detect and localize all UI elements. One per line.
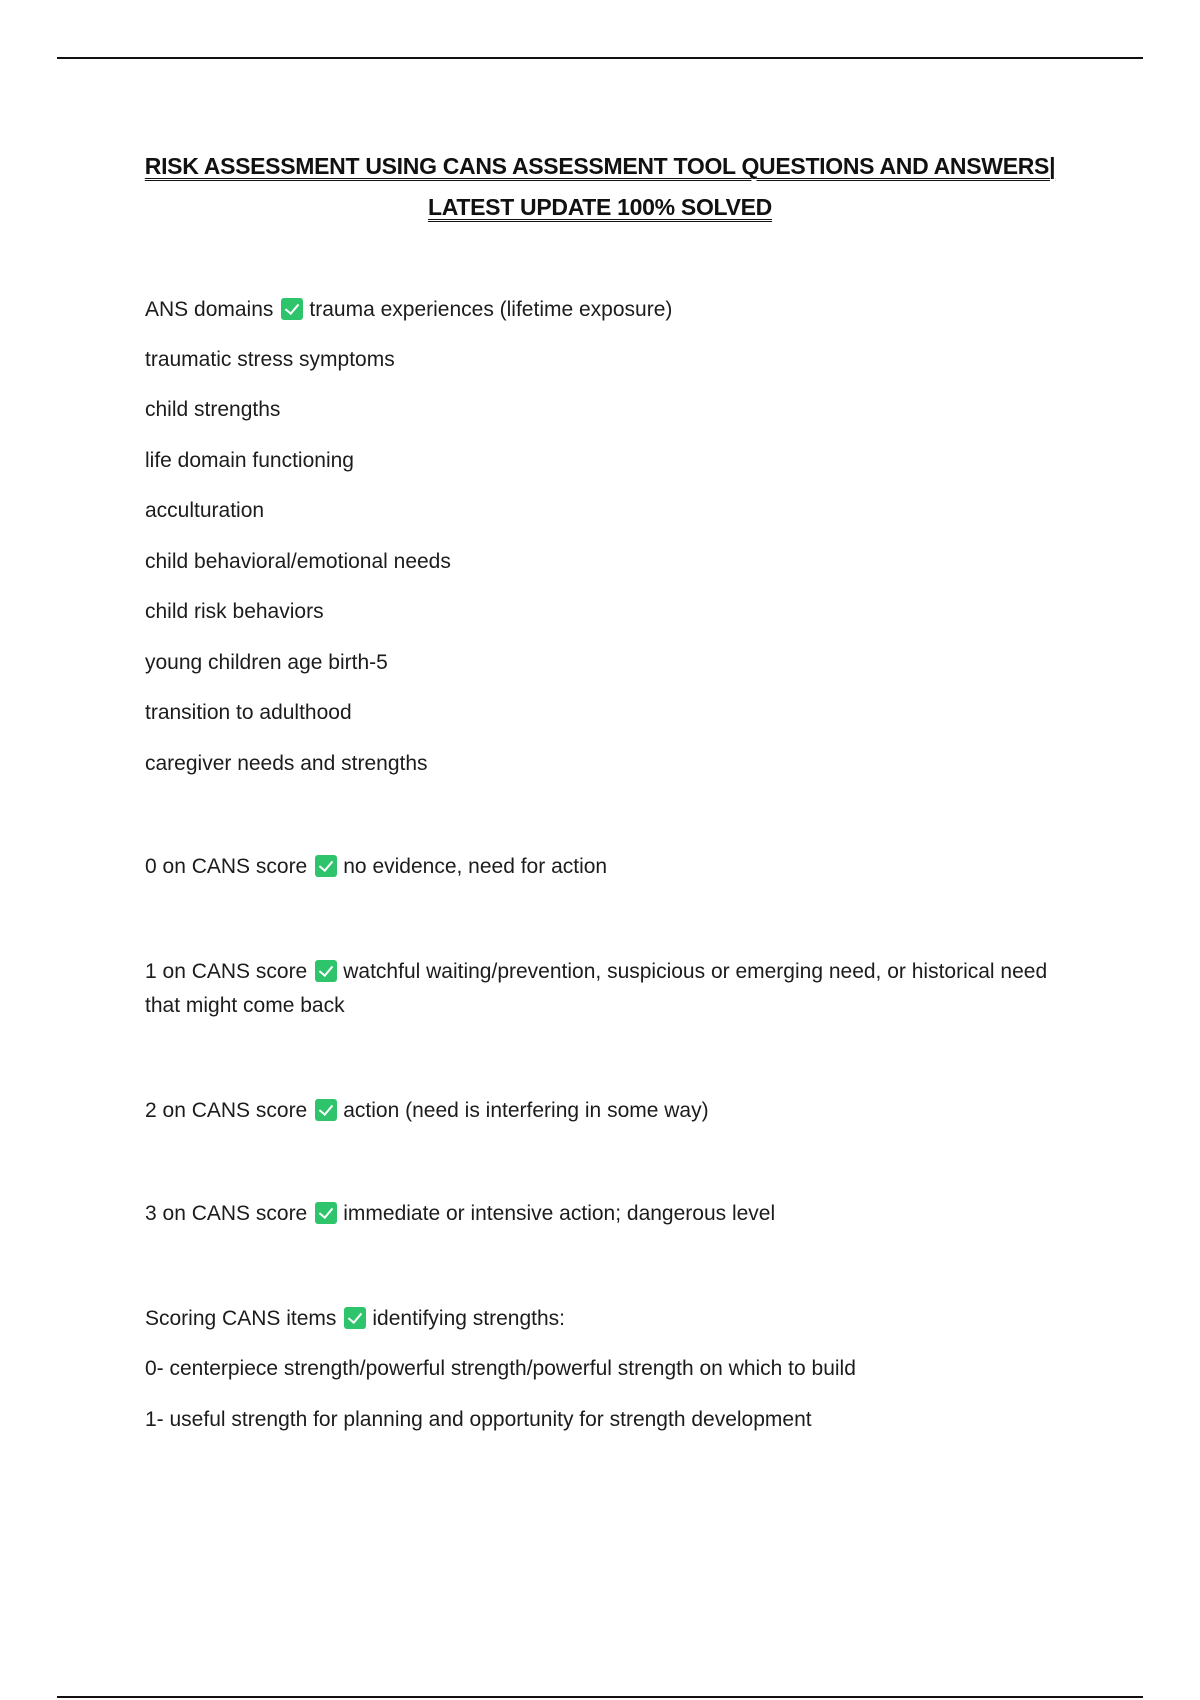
qa-item-score-2 [145,1094,1075,1128]
list-item: life domain functioning [145,449,354,472]
answer-text: action (need is interfering in some way) [343,1099,709,1122]
answer-text: no evidence, need for action [343,855,608,878]
question-text: 0 on CANS score [145,855,308,878]
check-mark-icon [315,1099,337,1121]
qa-item-score-1 [145,955,1075,1023]
list-item: 0- centerpiece strength/powerful strength/powerful strength on which to build [145,1357,856,1380]
check-mark-icon [315,1202,337,1224]
title-line-2: LATEST UPDATE 100% SOLVED [428,194,772,220]
list-item: young children age birth-5 [145,651,388,674]
list-item: transition to adulthood [145,701,352,724]
bottom-rule [57,1696,1143,1698]
qa-item-score-3 [145,1197,1075,1231]
qa-item-ans-domains [145,293,1075,327]
question-text: Scoring CANS items [145,1307,337,1330]
check-mark-icon [281,298,303,320]
list-item: 1- useful strength for planning and opportunity for strength development [145,1408,812,1431]
list-item: acculturation [145,499,265,522]
answer-text: trauma experiences (lifetime exposure) [309,298,673,321]
check-mark-icon [315,960,337,982]
answer-text: immediate or intensive action; dangerous level [343,1202,776,1225]
qa-item-scoring-cans-items [145,1302,1075,1336]
question-text: ANS domains [145,298,274,321]
list-item: traumatic stress symptoms [145,348,395,371]
list-item: child risk behaviors [145,600,324,623]
check-mark-icon [344,1307,366,1329]
question-text: 1 on CANS score [145,960,308,983]
document-title [100,146,1100,228]
list-item: caregiver needs and strengths [145,752,428,775]
question-text: 3 on CANS score [145,1202,308,1225]
question-text: 2 on CANS score [145,1099,308,1122]
answer-text: identifying strengths: [372,1307,565,1330]
top-rule [57,57,1143,59]
list-item: child strengths [145,398,281,421]
title-line-1: RISK ASSESSMENT USING CANS ASSESSMENT TOOL QUESTIONS AND ANSWERS| [144,153,1056,179]
answer-text: watchful waiting/prevention, suspicious or emerging need, or historical need that might come back [145,960,1048,1017]
qa-item-score-0 [145,850,1075,884]
list-item: child behavioral/emotional needs [145,550,451,573]
check-mark-icon [315,855,337,877]
